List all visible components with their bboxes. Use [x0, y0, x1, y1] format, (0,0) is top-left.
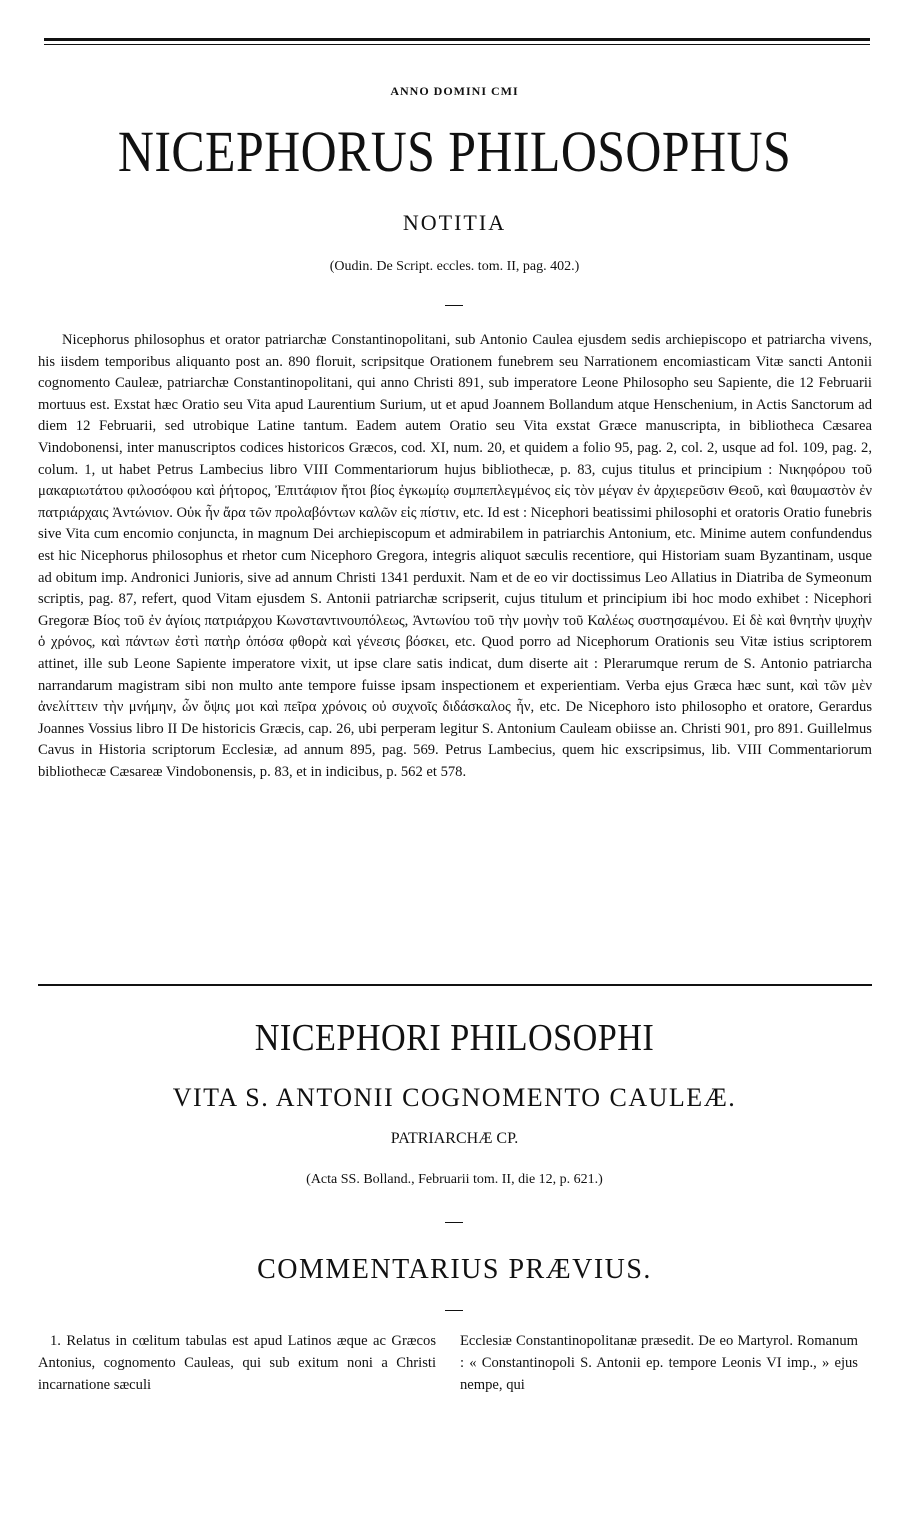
commentarius-heading: COMMENTARIUS PRÆVIUS. — [257, 1254, 652, 1285]
separator-dash-2 — [445, 1222, 463, 1223]
year-line: ANNO DOMINI CMI — [390, 84, 519, 98]
top-rule-thin — [44, 44, 870, 45]
separator-dash-3 — [445, 1310, 463, 1311]
section-sub2: PATRIARCHÆ CP. — [390, 1130, 519, 1147]
page-title: NICEPHORUS PHILOSOPHUS — [117, 119, 792, 184]
column-left: 1. Relatus in cœlitum tabulas est apud Latinos æque ac Græcos Antonius, cognomento Cauleas, qui sub exitum noni a Christi incarnatione sæculi — [38, 1333, 436, 1393]
column-right: Ecclesiæ Constantinopolitanæ præsedit. De eo Martyrol. Romanum : « Constantinopoli S. Antonii ep. tempore Leonis VI imp., » ejus nempe, qui — [460, 1333, 858, 1393]
notitia-heading: NOTITIA — [402, 210, 507, 235]
section-title: NICEPHORI PHILOSOPHI — [254, 1017, 655, 1059]
separator-dash — [445, 305, 463, 306]
section-subtitle: VITA S. ANTONII COGNOMENTO CAULEÆ. — [172, 1083, 737, 1112]
section-rule — [38, 984, 872, 986]
top-rule-thick — [44, 38, 870, 41]
source-citation: (Oudin. De Script. eccles. tom. II, pag. 402.) — [329, 259, 580, 274]
notitia-paragraph: Nicephorus philosophus et orator patriarchæ Constantinopolitani, sub Antonio Caulea ejusdem sedis archiepiscopo et patriarcha vivens, his iisdem temporibus aliquanto post an. 890 floruit, scripsitque Orationem funebrem seu Narrationem encomiasticam Vitæ sancti Antonii cognomento Cauleæ, patriarchæ Constantinopolitani, qui anno Christi 891, sub imperatore Leone Philosopho seu Sapiente, die 12 Februarii mortuus est. Exstat hæc Oratio seu Vita apud Laurentium Surium, ut et apud Joannem Bollandum atque Henschenium, in Actis Sanctorum ad diem 12 Februarii, sed utrobique Latine tantum. Eadem autem Oratio seu Vita exstat Græce manuscripta, in bibliotheca Cæsarea Vindobonensi, inter manuscriptos codices historicos Græcos, cod. XI, num. 20, et quidem a folio 95, pag. 2, col. 2, usque ad fol. 109, pag. 2, colum. 1, ut habet Petrus Lambecius libro VIII Commentariorum hujus bibliothecæ, p. 83, cujus titulus et principium : Νικηφόρου τοῦ μακαριωτάτου φιλοσόφου καὶ ῥήτορος, Ἐπιτάφιον ἤτοι βίος ἐγκωμίῳ συμπεπλεγμένος εἰς τὸν μέγαν ἐν ἀρχιερεῦσιν Θεοῦ, καὶ θαυμαστὸν ἐν πατριάρχαις Ἀντώνιον. Οὐκ ἦν ἄρα τῶν προλαβόντων καλῶν εἰς πίστιν, etc. Id est : Nicephori beatissimi philosophi et oratoris Oratio funebris sive Vita cum encomio conjuncta, in magnum Dei archiepiscopum et admirabilem in patriarchis Antonium, etc. Minime autem confundendus est hic Nicephorus philosophus et rhetor cum Nicephoro Gregora, integris aliquot sæculis recentiore, qui Historiam suam Byzantinam, usque ad obitum imp. Andronici Junioris, sive ad annum Christi 1341 perduxit. Nam et de eo vir doctissimus Leo Allatius in Diatriba de Symeonum scriptis, pag. 87, refert, quod Vitam ejusdem S. Antonii patriarchæ scripserit, cujus titulum et principium ibi hoc modo exhibet : Nicephori Gregoræ Βίος τοῦ ἐν ἁγίοις πατριάρχου Κωνσταντινουπόλεως, Ἀντωνίου τοῦ τὴν μονὴν τοῦ Καλέως συστησαμένου. Εἰ δὲ καὶ θνητὴν ψυχὴν ὁ χρόνος, καὶ πάντων ἐστὶ πατὴρ ὁπόσα φθορὰ καὶ γένεσις βόσκει, etc. Quod porro ad Nicephorum Orationis seu Vitæ istius scriptorem attinet, ille sub Leone Sapiente imperatore vixit, ut ipse clare satis indicat, dum diserte ait : Plerarumque rerum de S. Antonio patriarcha narrandarum magistram sibi non multo ante tempore fuisse ipsam inspectionem et experientiam. Verba ejus Græca hæc sunt, καὶ τῶν μὲν ἀνελίττειν τὴν μνήμην, ὧν ὄψις μοι καὶ πεῖρα χρόνοις οὐ συχνοῖς διδάσκαλος ἦν, etc. De Nicephoro isto philosopho et oratore, Gerardus Joannes Vossius libro II De historicis Græcis, cap. 26, ubi perperam legitur S. Antonium Cauleam obiisse an. Christi 901, pro 891. Guillelmus Cavus in Historia scriptorum Ecclesiæ, ad annum 895, pag. 569. Petrus Lambecius, quem hic exscripsimus, lib. VIII Commentariorum bibliothecæ Cæsareæ Vindobonensis, p. 83, et in indicibus, p. 562 et 578. — [38, 332, 872, 780]
section-source-citation: (Acta SS. Bolland., Februarii tom. II, die 12, p. 621.) — [306, 1172, 603, 1187]
